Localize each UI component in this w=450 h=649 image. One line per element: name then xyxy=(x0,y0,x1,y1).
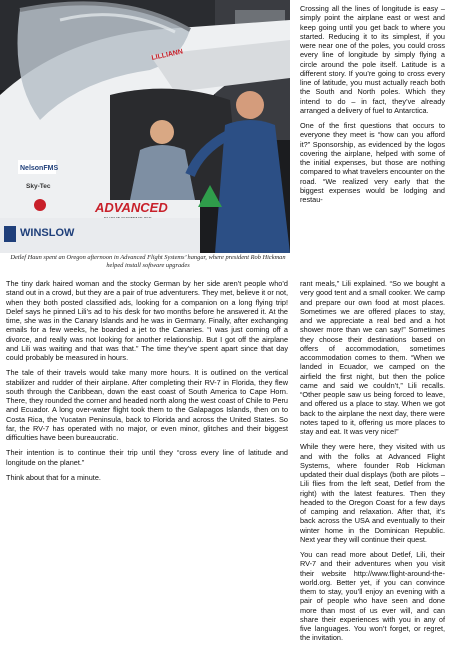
paragraph: Crossing all the lines of longitude is easy – simply point the airplane east or west and keep going until you get back to where you started. Reducing it to its simplest, if you were near one of the poles, you could cross every line of longitude by simply flying a circle around the pole itself. Latitude is a different story. If you’re going to cross every line of latitude, you must actually reach both the South and North poles. Which they intend to do – in fact, they’ve already arranged a delivery of fuel to Antarctica. xyxy=(300,4,445,115)
winslow-logo: WINSLOW xyxy=(20,227,75,239)
cockpit-photo-illustration xyxy=(0,0,290,253)
paragraph: The tiny dark haired woman and the stocky German by her side aren’t people who’d stand out in a crowd, but they are a pair of true adventurers. They met, believe it or not, when they both posted classified ads, looking for a companion on a long flying trip! Delef says he pinned Lili’s ad to his desk for two months before he answered it. At the time, she was in the Canary Islands and he was in Germany. Finally, after exchanging emails for a few weeks, he boarded a jet to the Canaries. “I was just coming off a divorce, and really was not looking for another relationship. But I got off the airplane and Lili was waiting and that was that.” The time they’ve spent apart since that day could probably be measured in hours. xyxy=(6,279,288,362)
skytec-logo: Sky-Tec xyxy=(26,183,51,190)
article-photo xyxy=(0,0,290,253)
paragraph: While they were here, they visited with us and with the folks at Advanced Flight Systems, where founder Rob Hickman updated their dual displays (both are pilots – Lili flies from the left seat, Detlef from the right) with the latest features. Then they headed to the Oregon Coast for a few days of camping and relaxation. After that, it’s back across the USA and eventually to their winter home in the Dominican Republic. Next year they will continue their quest. xyxy=(300,442,445,544)
paragraph: Their intention is to continue their trip until they “cross every line of latitude and longitude on the planet.” xyxy=(6,448,288,467)
paragraph: Think about that for a minute. xyxy=(6,472,101,482)
advanced-logo: ADVANCED xyxy=(95,200,168,215)
paragraph: The tale of their travels would take many more hours. It is outlined on the vertical stabilizer and rudder of their airplane. After completing their RV-7 in Florida, they flew south through the Caribbean, down the east coast of South America to Cape Horn. There, they rounded the corner and headed north along the west coast of Chile to Peru and Ecuador. A long over-water flight took them to the Galapagos Islands, then on to Costa Rica, the Yucatan Peninsula, back to Florida and across the United States. So far, the RV-7 has operated with no major, or even minor, glitches and their biggest difficulties have been bureaucratic. xyxy=(6,368,288,442)
article-column-right-top xyxy=(300,4,445,210)
plane-name-decal: LILLIANN xyxy=(150,48,184,62)
photo-caption: Detlef Haun spent an Oregon afternoon in Advanced Flight Systems’ hangar, where president Rob Hickman helped install software upgrades xyxy=(10,254,286,269)
nelsonfms-logo: NelsonFMS xyxy=(20,165,59,172)
paragraph: One of the first questions that occurs to everyone they meet is “how can you afford it?” Sponsorship, as evidenced by the logos covering the airplane, helped with some of the initial expenses, but those are nothing compared to what travelers encounter on the road. “We realized very early that the biggest expenses would be lodging and restau- xyxy=(300,121,445,204)
article-column-right-bottom xyxy=(300,279,445,649)
article-column-left xyxy=(6,279,288,488)
paragraph: You can read more about Detlef, Lili, their RV-7 and their adventures when you visit their website http://www.flight-around-the-world.org. Better yet, if you can convince them to stay, you’ll enjoy an evening with a pair of people who have seen and done more than most of us ever will, and can share their experiences with you in any of five languages. You won’t forget, or regret, the invitation. xyxy=(300,550,445,643)
paragraph: rant meals,” Lili explained. “So we bought a very good tent and a small cooker. We camp and prepare our own food at most places. Sometimes we are offered places to stay, and we appreciate a real bed and a hot shower more than we can say!” Sometimes they choose their destinations based on offers of accommodation, sometimes accommodation comes to them. “When we landed in Ecuador, we camped on the airfield the first night, but then the police came and said we couldn’t,” Lili recalls. “Other people saw us being forced to leave, and offered us a place to stay. When we got back to the airplane the next day, there were notes taped to it, offering us more places to stay and eat. It was very nice!” xyxy=(300,279,445,436)
